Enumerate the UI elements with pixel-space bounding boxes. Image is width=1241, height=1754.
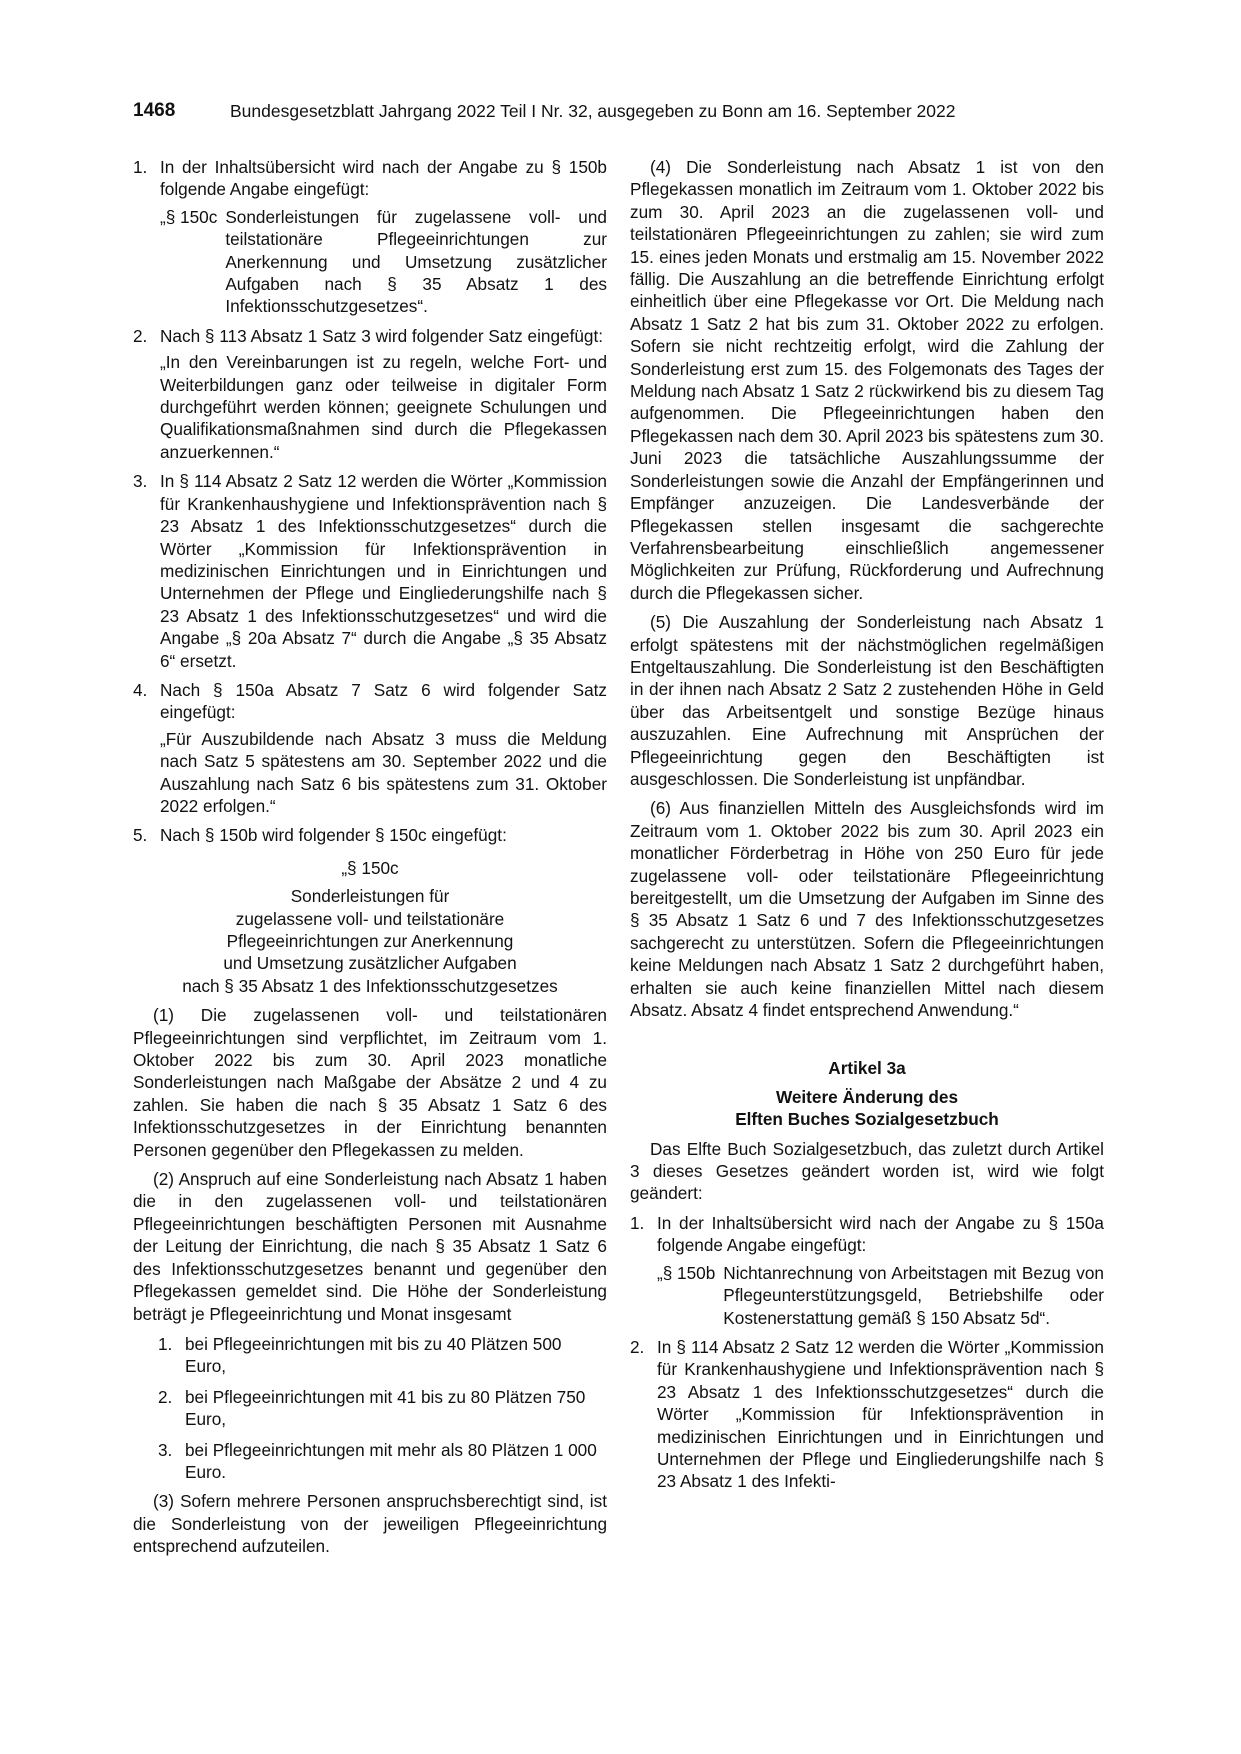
item-number: 3.: [133, 471, 148, 492]
item-text: In der Inhaltsübersicht wird nach der Angabe zu § 150b folgende Angabe eingefügt:: [160, 157, 607, 200]
paragraph: (5) Die Auszahlung der Sonderleistung nach Absatz 1 erfolgt spätestens mit der nächstmöglichen regelmäßigen Entgeltauszahlung. Die Sonderleistung ist den Beschäftigten in der ihnen nach Absatz 2 Satz 2 zustehenden Höhe in Geld über das Arbeitsentgelt und sonstige Bezüge hinaus auszuzahlen. Eine Aufrechnung mit Ansprüchen der Pflegeeinrichtung gegen den Beschäftigten ist ausgeschlossen. Die Sonderleistung ist unpfändbar.: [630, 612, 1104, 789]
item-number: 1.: [630, 1212, 645, 1233]
section-title-line: und Umsetzung zusätzlicher Aufgaben: [223, 953, 517, 974]
list-item: [133, 824, 607, 846]
article-title: [630, 1086, 1104, 1131]
quoted-text: „In den Vereinbarungen ist zu regeln, welche Fort- und Weiterbildungen ganz oder teilweise in digitaler Form durchgeführt werden können; geeignete Schulungen und Qualifikationsmaßnahmen sind durch die Pflegekassen anzuerkennen.“: [160, 352, 607, 462]
list-item: [133, 325, 607, 463]
sub-item-number: 3.: [158, 1439, 173, 1460]
toc-entry-code: „§ 150b: [657, 1262, 716, 1283]
item-text: Nach § 150a Absatz 7 Satz 6 wird folgender Satz eingefügt:: [160, 679, 607, 723]
sub-item-text: bei Pflegeeinrichtungen mit mehr als 80 Plätzen 1 000 Euro.: [185, 1439, 597, 1482]
paragraph: (3) Sofern mehrere Personen anspruchsberechtigt sind, ist die Sonderleistung von der jeweiligen Pflegeeinrichtung entsprechend aufzuteilen.: [133, 1491, 607, 1557]
sub-item-text: bei Pflegeeinrichtungen mit bis zu 40 Plätzen 500 Euro,: [185, 1333, 562, 1377]
list-item: [133, 470, 607, 672]
sub-item: [133, 1333, 607, 1378]
list-item: [630, 1336, 1104, 1493]
section-title-line: Pflegeeinrichtungen zur Anerkennung: [226, 931, 514, 951]
sub-item: [133, 1439, 607, 1484]
paragraph: Das Elfte Buch Sozialgesetzbuch, das zuletzt durch Artikel 3 dieses Gesetzes geändert worden ist, wird wie folgt geändert:: [630, 1138, 1104, 1204]
toc-entry-text: Sonderleistungen für zugelassene voll- und teilstationäre Pflegeeinrichtungen zur Anerkennung und Umsetzung zusätzlicher Aufgaben nach § 35 Absatz 1 des Infektionsschutzgesetzes“.: [225, 206, 607, 317]
sub-item-number: 1.: [158, 1333, 173, 1354]
sub-item-number: 2.: [158, 1386, 173, 1407]
list-item: [133, 679, 607, 817]
section-heading: [133, 857, 607, 997]
paragraph: (4) Die Sonderleistung nach Absatz 1 ist von den Pflegekassen monatlich im Zeitraum vom 1. Oktober 2022 bis zum 30. April 2023 an die zugelassenen voll- und teilstationären Pflegeeinrichtungen zu zahlen; sie wird zum 15. eines jeden Monats und erstmalig am 15. November 2022 fällig. Die Auszahlung an die betreffende Einrichtung erfolgt einheitlich über eine Pflegekasse vor Ort. Die Meldung nach Absatz 1 Satz 2 hat bis zum 31. Oktober 2022 zu erfolgen. Sofern sie nicht rechtzeitig erfolgt, wird die Zahlung der Sonderleistung erst zum 15. des Folgemonats des Tages der Meldung nach Absatz 1 Satz 2 rückwirkend bis zu diesem Tag aufgenommen. Die Pflegeeinrichtungen haben den Pflegekassen nach dem 30. April 2023 bis spätestens zum 30. Juni 2023 die tatsächliche Auszahlungssumme der Sonderleistungen sowie die Anzahl der Empfängerinnen und Empfänger anzuzeigen. Die Landesverbände der Pflegekassen stellen insgesamt die sachgerechte Verfahrensbearbeitung einschließlich angemessener Möglichkeiten zur Prüfung, Rückforderung und Aufrechnung durch die Pflegekassen sicher.: [630, 157, 1104, 603]
item-text: Nach § 113 Absatz 1 Satz 3 wird folgender Satz eingefügt:: [160, 325, 604, 346]
article-label: Artikel 3a: [828, 1058, 906, 1079]
list-item: [133, 156, 607, 318]
article-title-line: Elften Buches Sozialgesetzbuch: [735, 1109, 999, 1130]
quoted-text: „Für Auszubildende nach Absatz 3 muss die Meldung nach Satz 5 spätestens am 30. September 2022 und die Auszahlung nach Satz 6 bis spätestens zum 31. Oktober 2022 erfolgen.“: [160, 728, 607, 816]
page-header: [133, 100, 1033, 130]
item-number: 1.: [133, 157, 148, 177]
item-text: Nach § 150b wird folgender § 150c eingefügt:: [160, 825, 507, 846]
item-text: In der Inhaltsübersicht wird nach der Angabe zu § 150a folgende Angabe eingefügt:: [657, 1212, 1104, 1256]
item-number: 5.: [133, 825, 148, 846]
list-item: [630, 1212, 1104, 1329]
sub-item-text: bei Pflegeeinrichtungen mit 41 bis zu 80 Plätzen 750 Euro,: [185, 1386, 586, 1430]
item-number: 2.: [630, 1336, 645, 1357]
toc-entry-text: Nichtanrechnung von Arbeitstagen mit Bezug von Pflegeunterstützungsgeld, Betriebshilfe oder Kostenerstattung gemäß § 150 Absatz 5d“.: [723, 1262, 1104, 1328]
toc-entry-code: „§ 150c: [160, 206, 218, 227]
running-title: Bundesgesetzblatt Jahrgang 2022 Teil I Nr. 32, ausgegeben zu Bonn am 16. September 2022: [230, 101, 956, 121]
paragraph: (2) Anspruch auf eine Sonderleistung nach Absatz 1 haben die in den zugelassenen voll- und teilstationären Pflegeeinrichtungen beschäftigten Personen mit Ausnahme der Leitung der Einrichtung, die nach § 35 Absatz 1 Satz 6 des Infektionsschutzgesetzes benannt und gegenüber den Pflegekassen gemeldet sind. Die Höhe der Sonderleistung beträgt je Pflegeeinrichtung und Monat insgesamt: [133, 1169, 607, 1324]
article-title-line: Weitere Änderung des: [775, 1086, 959, 1107]
section-title-line: nach § 35 Absatz 1 des Infektionsschutzgesetzes: [182, 975, 558, 996]
paragraph: (6) Aus finanziellen Mitteln des Ausgleichsfonds wird im Zeitraum vom 1. Oktober 2022 bis zum 30. April 2023 ein monatlicher Förderbetrag in Höhe von 250 Euro für jede zugelassene voll- oder teilstationäre Pflegeeinrichtung bereitgestellt, um die Umsetzung der Aufgaben im Sinne des § 35 Absatz 1 Satz 6 und 7 des Infektionsschutzgesetzes sachgerecht zu unterstützen. Sofern die Pflegeeinrichtungen keine Meldungen nach Absatz 1 Satz 2 durchgeführt haben, erhalten sie auch keine finanziellen Mittel nach diesem Absatz. Absatz 4 findet entsprechend Anwendung.“: [630, 798, 1104, 1021]
toc-entry: [160, 206, 607, 318]
page-number: 1468: [133, 100, 176, 121]
right-column: [630, 156, 1104, 1493]
item-number: 4.: [133, 679, 148, 700]
item-text: In § 114 Absatz 2 Satz 12 werden die Wörter „Kommission für Krankenhaushygiene und Infektionsprävention nach § 23 Absatz 1 des Infektionsschutzgesetzes“ durch die Wörter „Kommission für Infektionsprävention in medizinischen Einrichtungen und in Einrichtungen und Unternehmen der Pflege und Eingliederungshilfe nach § 23 Absatz 1 des Infektionsschutzgesetzes“ und wird die Angabe „§ 20a Absatz 7“ durch die Angabe „§ 35 Absatz 6“ ersetzt.: [160, 471, 607, 671]
section-title-line: zugelassene voll- und teilstationäre: [235, 908, 505, 929]
sub-item: [133, 1386, 607, 1431]
item-number: 2.: [133, 325, 148, 346]
toc-entry: [657, 1262, 1104, 1329]
left-column: [133, 156, 607, 1558]
section-label: „§ 150c: [341, 857, 399, 878]
item-text: In § 114 Absatz 2 Satz 12 werden die Wörter „Kommission für Krankenhaushygiene und Infektionsprävention nach § 23 Absatz 1 des Infektionsschutzgesetzes“ durch die Wörter „Kommission für Infektionsprävention in medizinischen Einrichtungen und in Einrichtungen und Unternehmen der Pflege und Eingliederungshilfe nach § 23 Absatz 1 des Infekti-: [657, 1336, 1104, 1492]
section-title-line: Sonderleistungen für: [290, 886, 450, 907]
paragraph: (1) Die zugelassenen voll- und teilstationären Pflegeeinrichtungen sind verpflichtet, im Zeitraum vom 1. Oktober 2022 bis zum 30. April 2023 monatliche Sonderleistungen nach Maßgabe der Absätze 2 und 4 zu zahlen. Sie haben die nach § 35 Absatz 1 Satz 6 des Infektionsschutzgesetzes in der Einrichtung benannten Personen gegenüber den Pflegekassen zu melden.: [133, 1005, 607, 1160]
